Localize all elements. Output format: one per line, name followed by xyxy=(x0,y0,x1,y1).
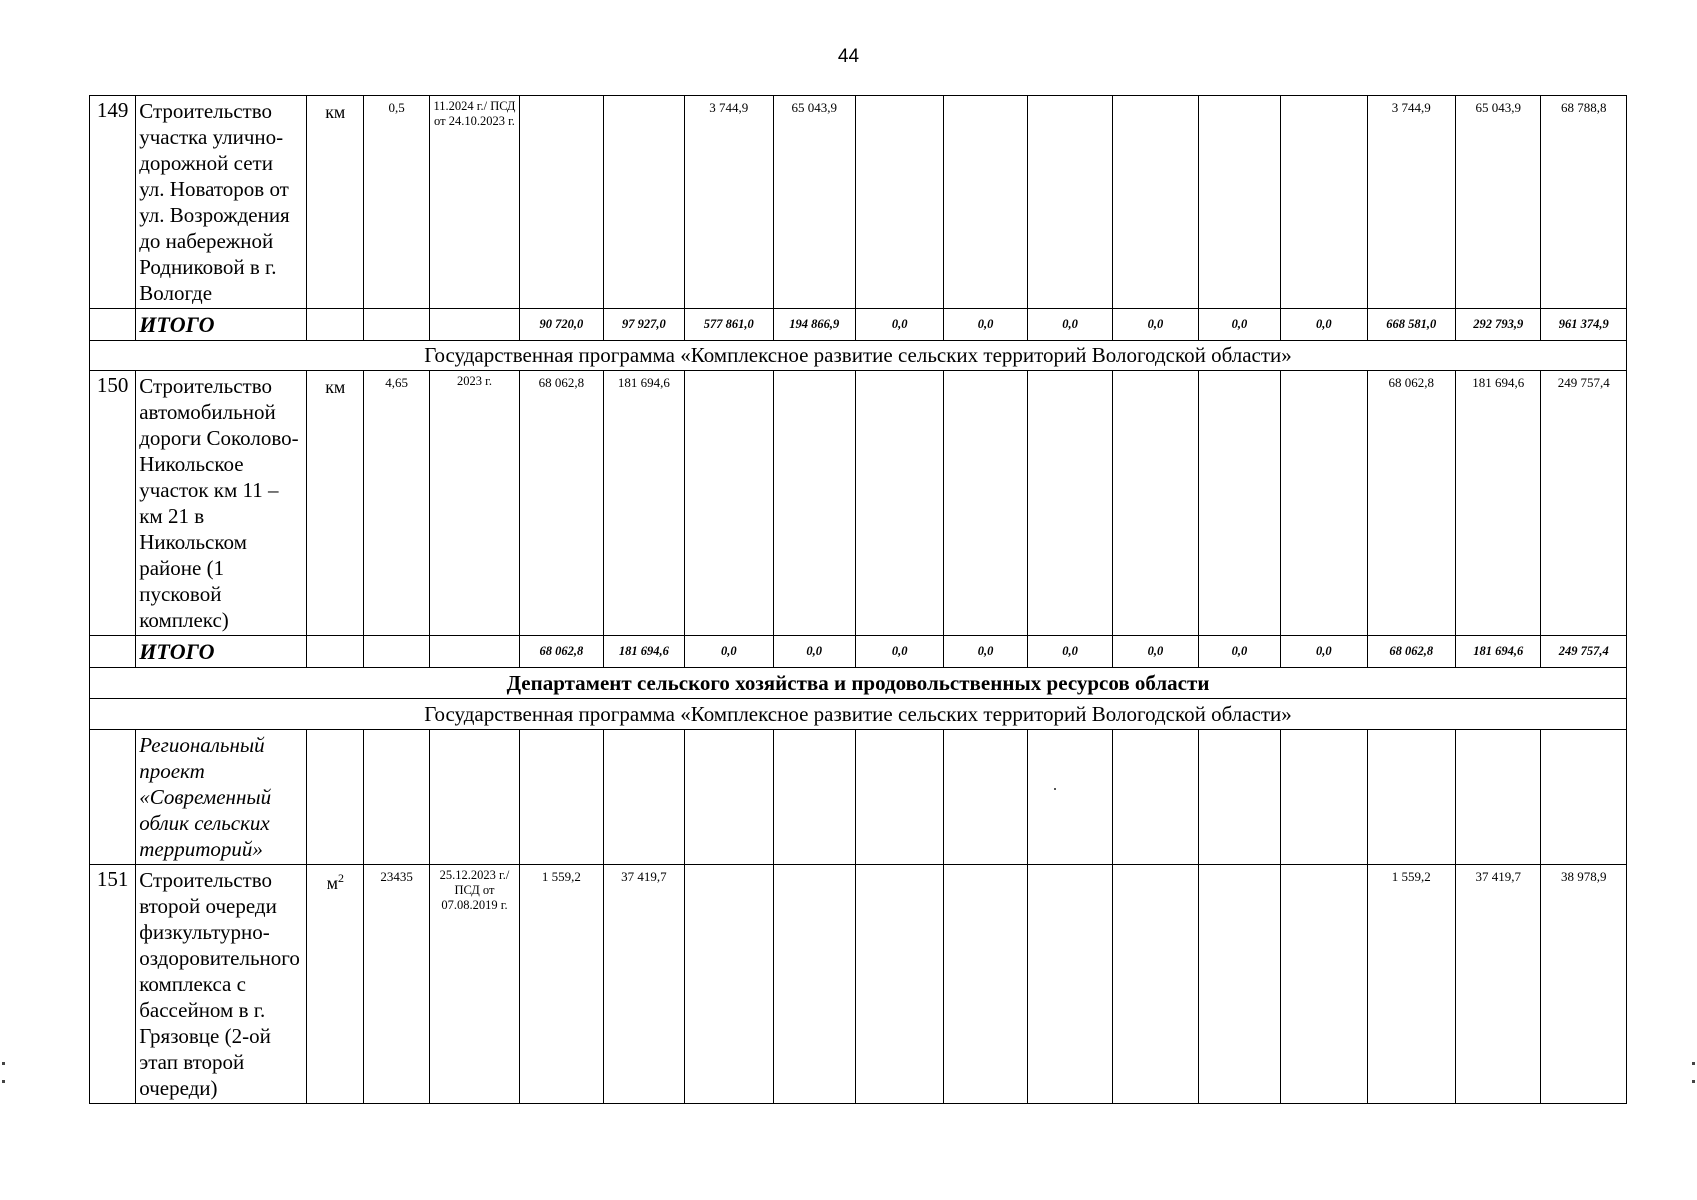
value-cell xyxy=(944,371,1027,636)
itogo-value: 0,0 xyxy=(1198,309,1280,341)
empty-cell xyxy=(307,636,364,668)
value-cell: 181 694,6 xyxy=(603,371,684,636)
itogo-total: 181 694,6 xyxy=(1455,636,1540,668)
empty-cell xyxy=(307,730,364,865)
empty-cell xyxy=(364,730,429,865)
completion-date: 11.2024 г./ ПСД от 24.10.2023 г. xyxy=(429,96,519,309)
empty-cell xyxy=(773,730,855,865)
itogo-value: 0,0 xyxy=(1113,636,1198,668)
itogo-value: 0,0 xyxy=(1281,636,1367,668)
capacity: 0,5 xyxy=(364,96,429,309)
itogo-value: 0,0 xyxy=(855,636,943,668)
itogo-total: 668 581,0 xyxy=(1367,309,1455,341)
scan-speck xyxy=(1054,788,1056,790)
row-number: 149 xyxy=(90,96,136,309)
empty-cell xyxy=(429,309,519,341)
scan-margin-mark xyxy=(1692,1062,1695,1065)
completion-date: 25.12.2023 г./ ПСД от 07.08.2019 г. xyxy=(429,865,519,1104)
value-cell: 68 062,8 xyxy=(520,371,603,636)
empty-cell xyxy=(1541,730,1627,865)
value-cell xyxy=(1027,865,1112,1104)
value-cell xyxy=(520,96,603,309)
scan-margin-mark xyxy=(2,1080,5,1083)
regional-project-name: Региональный проект «Современный облик сельских территорий» xyxy=(136,730,307,865)
capacity: 23435 xyxy=(364,865,429,1104)
empty-cell xyxy=(603,730,684,865)
value-cell xyxy=(685,865,773,1104)
empty-cell xyxy=(429,636,519,668)
itogo-value: 0,0 xyxy=(1281,309,1367,341)
itogo-value: 0,0 xyxy=(1027,636,1112,668)
unit: км xyxy=(307,96,364,309)
value-cell: 65 043,9 xyxy=(773,96,855,309)
empty-cell xyxy=(90,730,136,865)
itogo-total: 961 374,9 xyxy=(1541,309,1627,341)
total-cell: 3 744,9 xyxy=(1367,96,1455,309)
itogo-value: 0,0 xyxy=(685,636,773,668)
empty-cell xyxy=(1281,730,1367,865)
total-cell: 68 788,8 xyxy=(1541,96,1627,309)
empty-cell xyxy=(90,309,136,341)
total-cell: 68 062,8 xyxy=(1367,371,1455,636)
itogo-value: 0,0 xyxy=(1027,309,1112,341)
itogo-total: 292 793,9 xyxy=(1455,309,1540,341)
empty-cell xyxy=(364,636,429,668)
value-cell: 37 419,7 xyxy=(603,865,684,1104)
value-cell xyxy=(1198,371,1280,636)
value-cell xyxy=(1113,865,1198,1104)
department-heading: Департамент сельского хозяйства и продовольственных ресурсов области xyxy=(90,668,1627,699)
unit-text: м xyxy=(326,873,338,893)
value-cell xyxy=(855,96,943,309)
program-heading: Государственная программа «Комплексное развитие сельских территорий Вологодской области» xyxy=(90,699,1627,730)
value-cell xyxy=(855,865,943,1104)
value-cell xyxy=(944,865,1027,1104)
itogo-value: 0,0 xyxy=(1198,636,1280,668)
value-cell xyxy=(603,96,684,309)
itogo-label: ИТОГО xyxy=(136,636,307,668)
itogo-row xyxy=(90,636,1627,668)
completion-date: 2023 г. xyxy=(429,371,519,636)
value-cell xyxy=(855,371,943,636)
value-cell xyxy=(1281,96,1367,309)
value-cell xyxy=(1198,96,1280,309)
empty-cell xyxy=(364,309,429,341)
itogo-value: 577 861,0 xyxy=(685,309,773,341)
value-cell xyxy=(1281,865,1367,1104)
row-number: 150 xyxy=(90,371,136,636)
table-row xyxy=(90,371,1627,636)
itogo-row xyxy=(90,309,1627,341)
value-cell xyxy=(773,371,855,636)
empty-cell xyxy=(429,730,519,865)
section-row xyxy=(90,668,1627,699)
empty-cell xyxy=(685,730,773,865)
itogo-value: 0,0 xyxy=(1113,309,1198,341)
row-number: 151 xyxy=(90,865,136,1104)
itogo-value: 0,0 xyxy=(773,636,855,668)
itogo-value: 0,0 xyxy=(944,636,1027,668)
empty-cell xyxy=(855,730,943,865)
empty-cell xyxy=(520,730,603,865)
unit: км xyxy=(307,371,364,636)
table-row xyxy=(90,865,1627,1104)
value-cell xyxy=(685,371,773,636)
section-row xyxy=(90,699,1627,730)
program-heading: Государственная программа «Комплексное развитие сельских территорий Вологодской области» xyxy=(90,341,1627,371)
empty-cell xyxy=(307,309,364,341)
scan-margin-mark xyxy=(1692,1080,1695,1083)
empty-cell xyxy=(90,636,136,668)
total-cell: 181 694,6 xyxy=(1455,371,1540,636)
object-name: Строительство участка улично-дорожной сети ул. Новаторов от ул. Возрождения до набережной Родниковой в г. Вологде xyxy=(136,96,307,309)
total-cell: 37 419,7 xyxy=(1455,865,1540,1104)
object-name: Строительство автомобильной дороги Соколово-Никольское участок км 11 – км 21 в Никольском районе (1 пусковой комплекс) xyxy=(136,371,307,636)
value-cell: 1 559,2 xyxy=(520,865,603,1104)
scan-margin-mark xyxy=(2,1062,5,1065)
investment-table xyxy=(89,95,1627,1104)
itogo-label: ИТОГО xyxy=(136,309,307,341)
itogo-value: 90 720,0 xyxy=(520,309,603,341)
itogo-value: 194 866,9 xyxy=(773,309,855,341)
empty-cell xyxy=(1367,730,1455,865)
capacity: 4,65 xyxy=(364,371,429,636)
itogo-value: 0,0 xyxy=(855,309,943,341)
total-cell: 1 559,2 xyxy=(1367,865,1455,1104)
itogo-value: 68 062,8 xyxy=(520,636,603,668)
value-cell xyxy=(944,96,1027,309)
itogo-value: 97 927,0 xyxy=(603,309,684,341)
section-row xyxy=(90,341,1627,371)
value-cell xyxy=(1027,96,1112,309)
value-cell xyxy=(1113,371,1198,636)
empty-cell xyxy=(944,730,1027,865)
total-cell: 249 757,4 xyxy=(1541,371,1627,636)
value-cell xyxy=(1281,371,1367,636)
value-cell xyxy=(1113,96,1198,309)
page-number: 44 xyxy=(837,46,860,67)
empty-cell xyxy=(1455,730,1540,865)
total-cell: 38 978,9 xyxy=(1541,865,1627,1104)
table-row xyxy=(90,730,1627,865)
itogo-value: 181 694,6 xyxy=(603,636,684,668)
value-cell xyxy=(773,865,855,1104)
table-row xyxy=(90,96,1627,309)
unit xyxy=(307,865,364,1104)
itogo-value: 0,0 xyxy=(944,309,1027,341)
object-name: Строительство второй очереди физкультурно-оздоровительного комплекса с бассейном в г. Грязовце (2-ой этап второй очереди) xyxy=(136,865,307,1104)
empty-cell xyxy=(1113,730,1198,865)
itogo-total: 68 062,8 xyxy=(1367,636,1455,668)
value-cell xyxy=(1027,371,1112,636)
itogo-total: 249 757,4 xyxy=(1541,636,1627,668)
value-cell xyxy=(1198,865,1280,1104)
value-cell: 3 744,9 xyxy=(685,96,773,309)
unit-superscript: 2 xyxy=(337,871,344,885)
empty-cell xyxy=(1198,730,1280,865)
empty-cell xyxy=(1027,730,1112,865)
total-cell: 65 043,9 xyxy=(1455,96,1540,309)
